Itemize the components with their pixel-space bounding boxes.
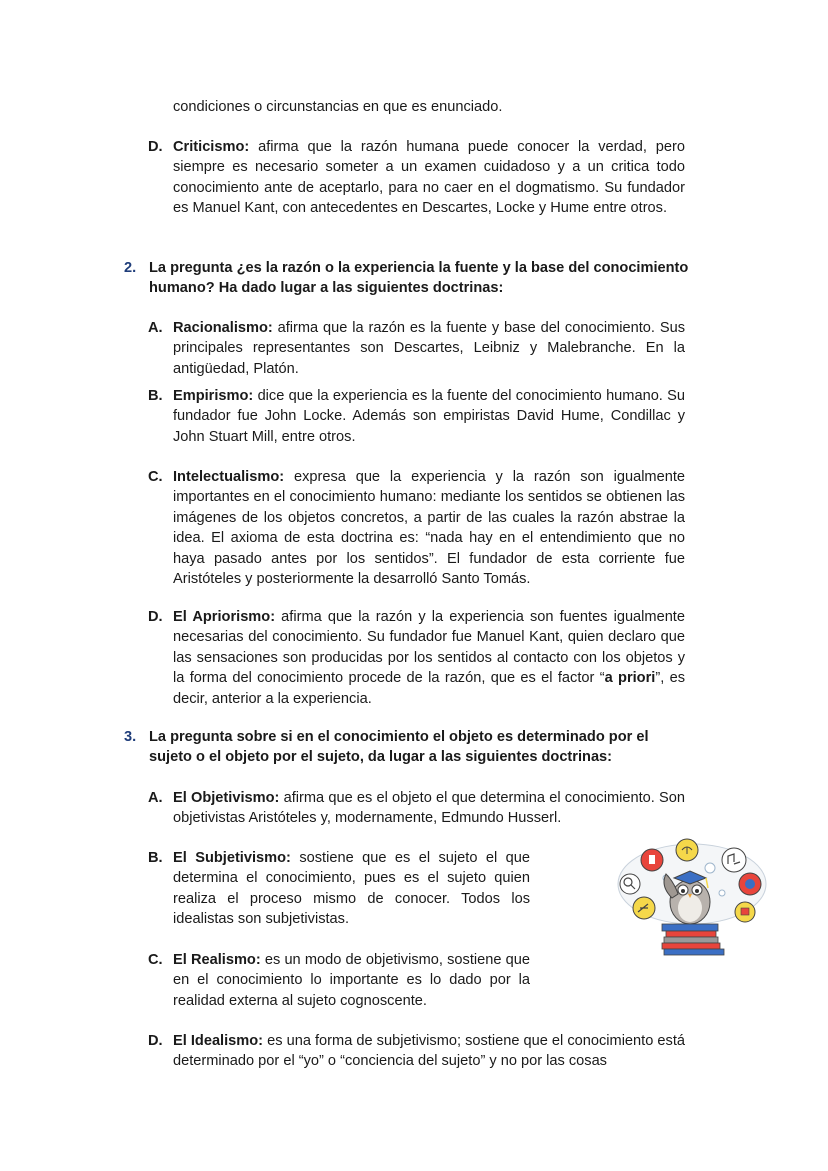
item-letter: D.: [148, 1033, 163, 1049]
item-body: [173, 137, 685, 219]
item-text: sostiene que es el sujeto el que determina el conocimiento, pues es el sujeto quien realiza el proceso mismo de conocer. Todos los idealistas son subjetivistas.: [173, 850, 530, 928]
item-letter: C.: [148, 469, 163, 485]
item-text: expresa que la experiencia y la razón son igualmente importantes en el conocimiento humano: mediante los sentidos se obtienen las imágenes de los objetos concretos, a partir de las cuales la razón abstrae la idea. El axioma de esta doctrina es: “nada hay en el entendimiento que no haya pasado antes por los sentidos”. El fundador de esta corriente fue Aristóteles y posteriormente la desarrolló Santo Tomás.: [173, 469, 685, 588]
item-text: afirma que es el objeto el que determina el conocimiento. Son objetivistas Aristóteles y, modernamente, Edmundo Husserl.: [173, 790, 685, 827]
item-text-after: ”, es decir, anterior a la experiencia.: [173, 670, 686, 707]
empirismo-item: [148, 386, 685, 447]
item-body: [173, 848, 530, 930]
question-number: 3.: [124, 729, 137, 745]
item-letter: C.: [148, 952, 163, 968]
item-body: [173, 467, 685, 589]
item-term: El Subjetivismo:: [173, 850, 291, 866]
item-body: [173, 788, 685, 829]
owl-icon: [612, 838, 772, 956]
item-text: es un modo de objetivismo, sostiene que en el conocimiento lo importante es lo dado por la realidad externa al sujeto cognoscente.: [173, 952, 530, 1009]
criticismo-item: [148, 137, 685, 219]
question-2: [124, 258, 694, 299]
item-letter: B.: [148, 850, 163, 866]
item-letter: A.: [148, 790, 163, 806]
item-body: [173, 318, 685, 379]
item-letter: B.: [148, 388, 163, 404]
intelectualismo-item: [148, 467, 685, 589]
item-body: [173, 607, 685, 709]
realismo-item: [148, 950, 685, 1011]
item-body: [173, 950, 530, 1011]
idealismo-item: [148, 1031, 685, 1072]
item-letter: D.: [148, 139, 163, 155]
item-term: Empirismo:: [173, 388, 254, 404]
item-letter: A.: [148, 320, 163, 336]
apriorismo-item: [148, 607, 685, 709]
item-text: afirma que la razón es la fuente y base del conocimiento. Sus principales representantes son Descartes, Leibniz y Malebranche. En la antigüedad, Platón.: [173, 320, 685, 377]
racionalismo-item: [148, 318, 685, 379]
item-term: El Idealismo:: [173, 1033, 264, 1049]
item-text: es una forma de subjetivismo; sostiene que el conocimiento está determinado por el “yo” o “conciencia del sujeto” y no por las cosas: [173, 1033, 685, 1070]
item-body: [173, 386, 685, 447]
question-text: La pregunta sobre si en el conocimiento el objeto es determinado por el sujeto o el objeto por el sujeto, da lugar a las siguientes doctrinas:: [149, 729, 649, 766]
subjetivismo-item: [148, 848, 685, 930]
item-text: dice que la experiencia es la fuente del conocimiento humano. Su fundador fue John Locke. Además son empiristas David Hume, Condillac y John Stuart Mill, entre otros.: [173, 388, 685, 445]
objetivismo-item: [148, 788, 685, 829]
item-term: El Objetivismo:: [173, 790, 280, 806]
item-letter: D.: [148, 609, 163, 625]
item-text: afirma que la razón y la experiencia son fuentes igualmente necesarias del conocimiento. Su fundador fue Manuel Kant, quien declaro que las sensaciones son producidas por los sentidos al contacto con los objetos y la forma del conocimiento procede de la razón, que es el factor “: [173, 609, 685, 687]
item-text: afirma que la razón humana puede conocer la verdad, pero siempre es necesario someter a un examen cuidadoso y a un critica todo conocimiento ante de aceptarlo, para no caer en el dogmatismo. Su fundador es Manuel Kant, con antecedentes en Descartes, Locke y Hume entre otros.: [173, 139, 685, 217]
item-term: Criticismo:: [173, 139, 250, 155]
item-term: Intelectualismo:: [173, 469, 285, 485]
question-text: La pregunta ¿es la razón o la experiencia la fuente y la base del conocimiento humano? Ha dado lugar a las siguientes doctrinas:: [149, 260, 689, 297]
item-body: [173, 1031, 685, 1072]
item-term: El Realismo:: [173, 952, 261, 968]
continuation-text: condiciones o circunstancias en que es enunciado.: [173, 99, 503, 115]
question-3: [124, 727, 694, 768]
item-term: Racionalismo:: [173, 320, 273, 336]
item-emphasis: a priori: [604, 670, 656, 687]
item-term: El Apriorismo:: [173, 609, 276, 625]
owl-books-illustration: [612, 838, 772, 956]
question-number: 2.: [124, 260, 137, 276]
